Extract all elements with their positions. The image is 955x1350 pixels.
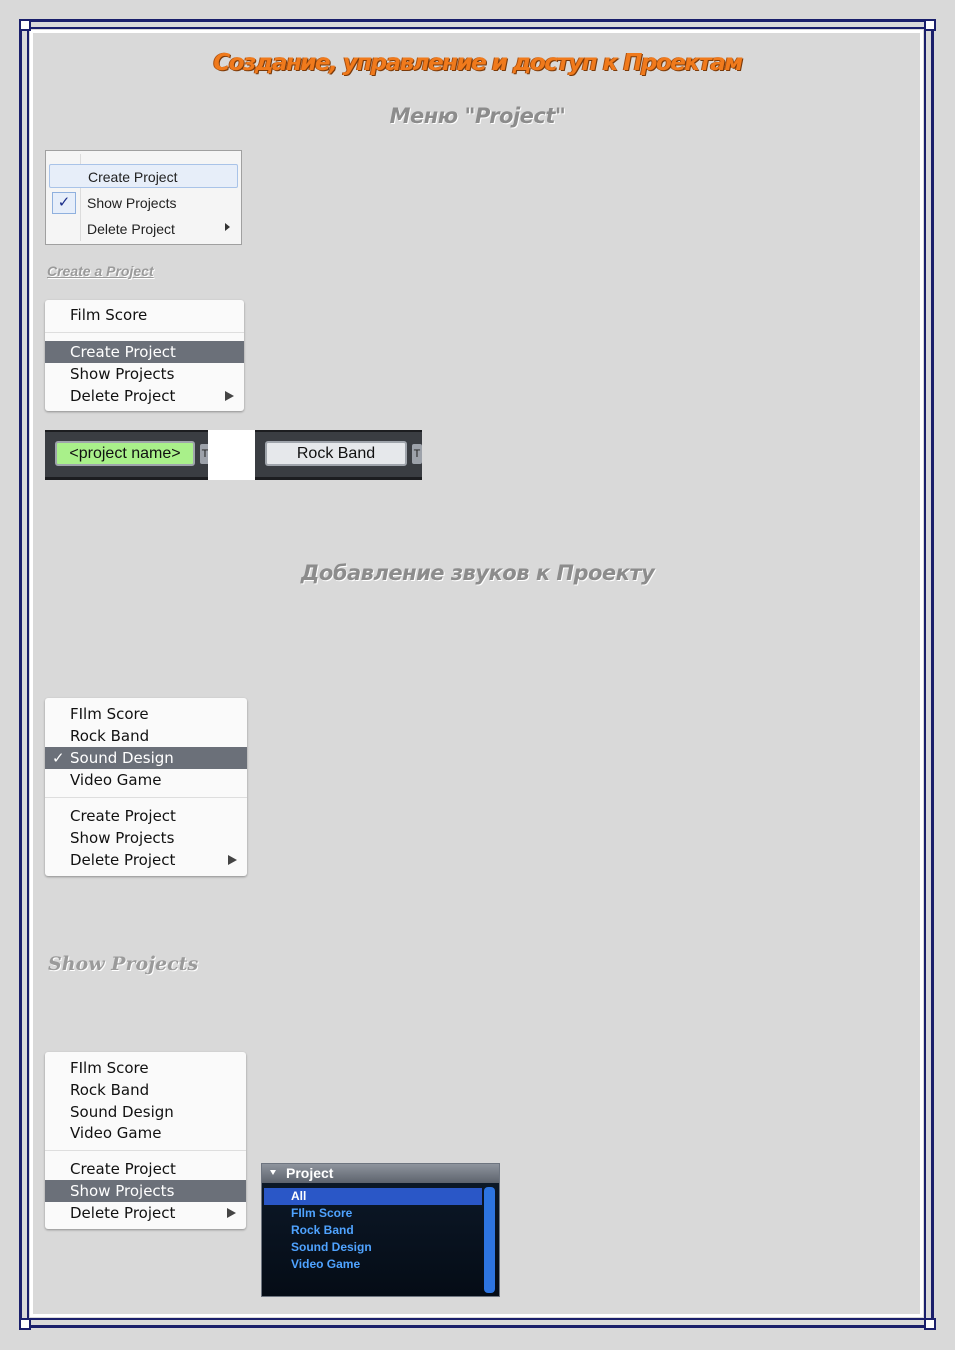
field-stub: T [412,444,422,464]
page-title: Создание, управление и доступ к Проектам [213,50,742,76]
project-list-item-rock-band[interactable]: Rock Band [291,1223,354,1237]
menu-item-show-projects[interactable]: Show Projects [45,1180,246,1202]
menu-item-sound-design[interactable]: Sound Design [70,1103,174,1121]
name-field-bar-filled [255,430,422,480]
project-panel-header[interactable]: Project [262,1164,499,1183]
project-list-item-all[interactable]: All [264,1188,482,1205]
menu-item-delete-project[interactable]: Delete Project [45,849,247,871]
menu-item-film-score[interactable]: Film Score [70,306,148,324]
menu-item-video-game[interactable]: Video Game [70,771,162,789]
menu-separator [45,332,244,333]
menu-item-sound-design[interactable]: ✓ Sound Design [45,747,247,769]
menu-item-delete-project[interactable]: Delete Project [45,1202,246,1224]
menu-item-rock-band[interactable]: Rock Band [70,727,150,745]
project-name-input[interactable]: <project name> [55,441,195,466]
menu-item-delete-project[interactable]: Delete Project [45,385,244,407]
checkmark-icon: ✓ [52,749,65,767]
section-heading-menu: Меню "Project" [389,104,566,128]
project-list-item-sound-design[interactable]: Sound Design [291,1240,372,1254]
chevron-right-icon [225,391,234,401]
menu-separator [45,797,247,798]
project-menu-create [45,300,244,411]
disclosure-triangle-icon [270,1170,276,1175]
corner-ornament [19,1318,31,1330]
corner-ornament [924,1318,936,1330]
menu-item-film-score[interactable]: FIlm Score [70,1059,149,1077]
project-list-item-video-game[interactable]: Video Game [291,1257,361,1271]
name-field-bar-empty [45,430,208,480]
section-heading-add-sounds: Добавление звуков к Проекту [300,561,655,585]
chevron-right-icon [227,1208,236,1218]
corner-ornament [924,19,936,31]
menu-item-delete-project[interactable]: Delete Project [49,217,238,241]
chevron-right-icon [228,855,237,865]
menu-item-create-project[interactable]: Create Project [49,164,238,188]
project-menu-small [45,150,242,245]
image-gap [208,430,255,480]
menu-item-create-project[interactable]: Create Project [70,1160,176,1178]
menu-separator [45,1150,246,1151]
chevron-right-icon [225,223,230,231]
corner-ornament [19,19,31,31]
menu-item-rock-band[interactable]: Rock Band [70,1081,150,1099]
section-heading-show-projects: Show Projects [48,953,199,975]
checkmark-icon: ✓ [52,192,76,214]
menu-item-video-game[interactable]: Video Game [70,1124,162,1142]
menu-item-film-score[interactable]: FIlm Score [70,705,149,723]
menu-item-show-projects[interactable]: Show Projects [70,829,175,847]
menu-item-show-projects[interactable]: ✓ Show Projects [49,191,238,215]
project-list-item-film-score[interactable]: FIlm Score [291,1206,353,1220]
scrollbar[interactable] [484,1187,495,1293]
field-stub: T [200,444,210,464]
project-name-value[interactable]: Rock Band [265,441,407,466]
menu-item-show-projects[interactable]: Show Projects [70,365,175,383]
project-menu-assign [45,698,247,876]
menu-item-create-project[interactable]: Create Project [45,341,244,363]
menu-item-create-project[interactable]: Create Project [70,807,176,825]
project-browser-panel [261,1163,500,1297]
project-menu-show [45,1052,246,1229]
create-project-link[interactable]: Create a Project [47,263,154,279]
